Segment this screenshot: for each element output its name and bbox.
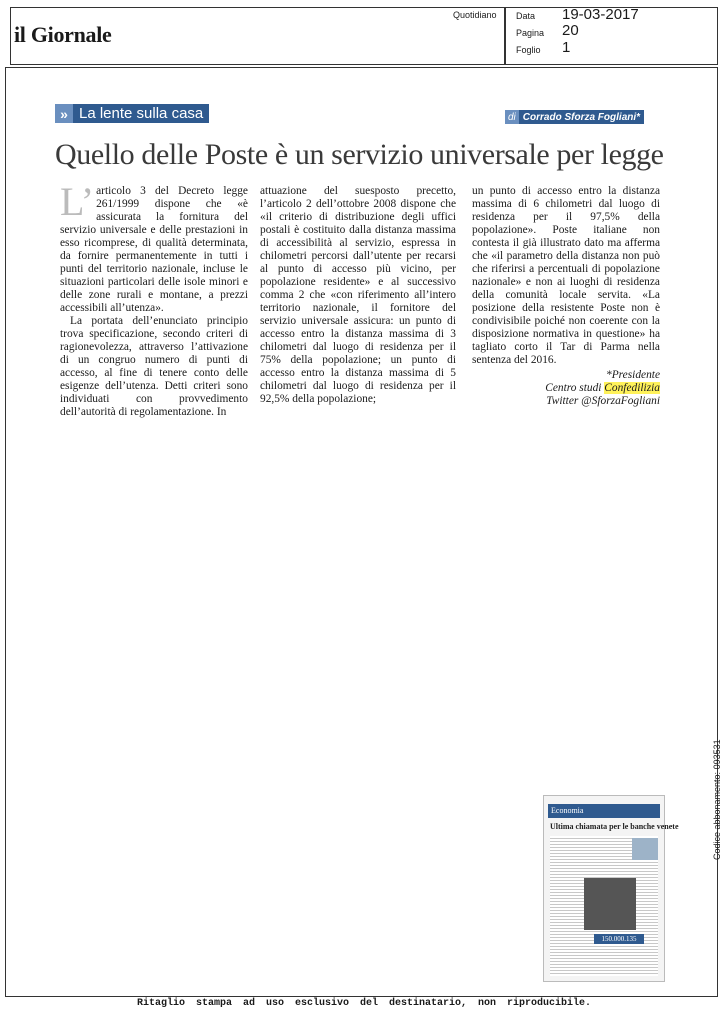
byline-name: Corrado Sforza Fogliani* [519,110,644,124]
paragraph: attuazione del suesposto precetto, l’articolo 2 dell’ottobre 2008 dispone che «il criterio di distribuzione degli uffici postali è costituito dalla distanza massima di accessibilità al servizio, espressa in chilometri percorsi dall’utente per recarsi al punto di accesso più vicino, per popolazione residente» e al successivo comma 2 che «con riferimento all’intero territorio nazionale, il fornitore del servizio universale assicura: un punto di accesso entro la distanza massima di 3 chilometri dal luogo di residenza per il 75% della popolazione; un punto di accesso entro la distanza massima di 5 chilometri dal luogo di residenza per il 92,5% della popolazione; [260,185,456,405]
footer-notice: Ritaglio stampa ad uso esclusivo del destinatario, non riproducibile. [136,998,592,1009]
subscription-code-label: Codice abbonamento: [712,771,722,860]
kicker-label: La lente sulla casa [73,104,209,123]
meta-value-foglio: 1 [562,39,571,56]
byline-prefix: di [505,110,519,124]
article-column-3 [472,185,660,408]
paragraph: un punto di accesso entro la distanza massima di 6 chilometri dal luogo di residenza per il 97,5% della popolazione». Poste italiane non contesta il già illustrato dato ma afferma che «il parametro della distanza non può che riferirsi a percentuali di popolazione nazionale» e non ai luoghi di residenza della comunità locale servita. «La posizione della resistente Poste non è condivisibile poiché non coerente con la disposizione normativa in questione» ha tagliato corto il Tar di Parma nella sentenza del 2016. [472,185,660,366]
meta-value-data: 19-03-2017 [562,6,639,23]
paragraph-text: articolo 3 del Decreto legge 261/1999 dispone che «è assicurata la fornitura del servizio universale e delle prestazioni in esso ricomprese, di qualità determinata, da fornire permanentemente in tutti i punti del territorio nazionale, incluse le situazioni particolari delle isole minori e delle zone rurali e montane, a prezzi accessibili all’utenza». [60,185,248,314]
article-column-2 [260,185,456,406]
masthead: il Giornale [14,22,112,47]
meta-value-pagina: 20 [562,22,579,39]
section-kicker [55,104,209,123]
thumbnail-photo [584,878,636,930]
thumbnail-title: Ultima chiamata per le banche venete [550,822,679,831]
thumbnail-photo-small [632,838,658,860]
author-signature [472,369,660,408]
meta-label-foglio: Foglio [516,45,541,55]
subscription-code [712,739,722,860]
chevron-icon: » [55,104,73,123]
paragraph: La portata dell’enunciato principio trova specificazione, secondo criteri di ragionevolezza, attraverso l’attivazione di un congruo numero di punti di accesso, al fine di tenere conto delle esigenze dell’utenza. Detti criteri sono individuati con provvedimento dell’autorità di regolamentazione. In [60,315,248,418]
page-thumbnail [543,795,679,982]
headline: Quello delle Poste è un servizio universale per legge [55,138,664,171]
type-label: Quotidiano [453,10,497,20]
signature-twitter: Twitter @SforzaFogliani [546,395,660,407]
signature-title: *Presidente [606,369,660,381]
signature-org: Centro studi Confedilizia [545,382,660,394]
highlighted-keyword: Confedilizia [604,382,660,394]
thumbnail-number: 150.000.135 [594,934,644,944]
article-column-1 [60,179,248,419]
meta-label-data: Data [516,11,536,21]
drop-cap: L’ [60,179,95,224]
thumbnail-section: Economia [548,804,660,818]
paragraph [60,179,248,315]
byline [505,110,644,124]
subscription-code-value: 093531 [712,739,722,770]
meta-label-pagina: Pagina [516,28,545,38]
